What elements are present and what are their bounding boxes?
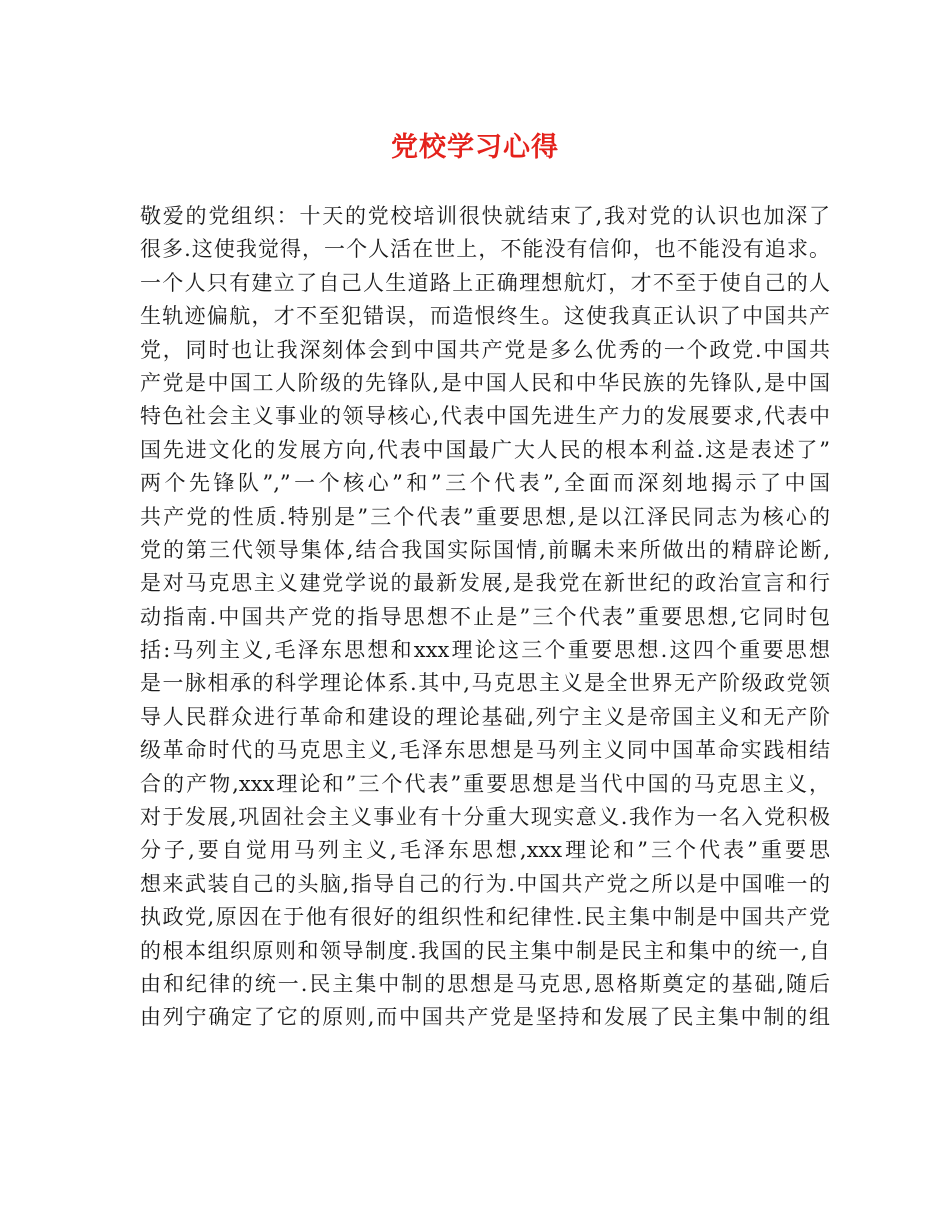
body-line: 产党是中国工人阶级的先锋队,是中国人民和中华民族的先锋队,是中国 — [140, 370, 830, 395]
body-line: 的根本组织原则和领导制度.我国的民主集中制是民主和集中的统一,自 — [140, 938, 830, 963]
body-line: 由列宁确定了它的原则,而中国共产党是坚持和发展了民主集中制的组 — [140, 1005, 830, 1030]
body-line: 分子,要自觉用马列主义,毛泽东思想,xxx理论和”三个代表”重要思 — [140, 838, 830, 863]
body-line: 括:马列主义,毛泽东思想和xxx理论这三个重要思想.这四个重要思想 — [140, 638, 830, 663]
body-line: 级革命时代的马克思主义,毛泽东思想是马列主义同中国革命实践相结 — [140, 738, 830, 763]
body-line: 很多.这使我觉得，一个人活在世上，不能没有信仰，也不能没有追求。 — [140, 237, 830, 262]
body-line: 一个人只有建立了自己人生道路上正确理想航灯，才不至于使自己的人 — [140, 270, 830, 295]
body-line: 党，同时也让我深刻体会到中国共产党是多么优秀的一个政党.中国共 — [140, 337, 830, 362]
body-line: 敬爱的党组织：十天的党校培训很快就结束了,我对党的认识也加深了 — [140, 204, 830, 228]
body-line: 是一脉相承的科学理论体系.其中,马克思主义是全世界无产阶级政党领 — [140, 671, 830, 696]
body-line: 对于发展,巩固社会主义事业有十分重大现实意义.我作为一名入党积极 — [140, 805, 830, 830]
body-line: 两个先锋队”,”一个核心”和”三个代表”,全面而深刻地揭示了中国 — [140, 471, 830, 496]
body-line: 想来武装自己的头脑,指导自己的行为.中国共产党之所以是中国唯一的 — [140, 871, 830, 896]
body-line: 合的产物,xxx理论和”三个代表”重要思想是当代中国的马克思主义， — [140, 771, 830, 796]
body-line: 生轨迹偏航，才不至犯错误，而造恨终生。这使我真正认识了中国共产 — [140, 304, 830, 329]
body-line: 动指南.中国共产党的指导思想不止是”三个代表”重要思想,它同时包 — [140, 604, 830, 629]
body-line: 共产党的性质.特别是”三个代表”重要思想,是以江泽民同志为核心的 — [140, 504, 830, 529]
body-line: 导人民群众进行革命和建设的理论基础,列宁主义是帝国主义和无产阶 — [140, 704, 830, 729]
document-body — [140, 200, 830, 1035]
document-title: 党校学习心得 — [391, 132, 559, 163]
body-line: 党的第三代领导集体,结合我国实际国情,前瞩未来所做出的精辟论断, — [140, 537, 830, 562]
body-line: 是对马克思主义建党学说的最新发展,是我党在新世纪的政治宣言和行 — [140, 571, 830, 596]
body-line: 特色社会主义事业的领导核心,代表中国先进生产力的发展要求,代表中 — [140, 404, 830, 429]
body-line: 由和纪律的统一.民主集中制的思想是马克思,恩格斯奠定的基础,随后 — [140, 971, 830, 996]
body-line: 国先进文化的发展方向,代表中国最广大人民的根本利益.这是表述了” — [140, 437, 830, 462]
body-line: 执政党,原因在于他有很好的组织性和纪律性.民主集中制是中国共产党 — [140, 905, 830, 930]
